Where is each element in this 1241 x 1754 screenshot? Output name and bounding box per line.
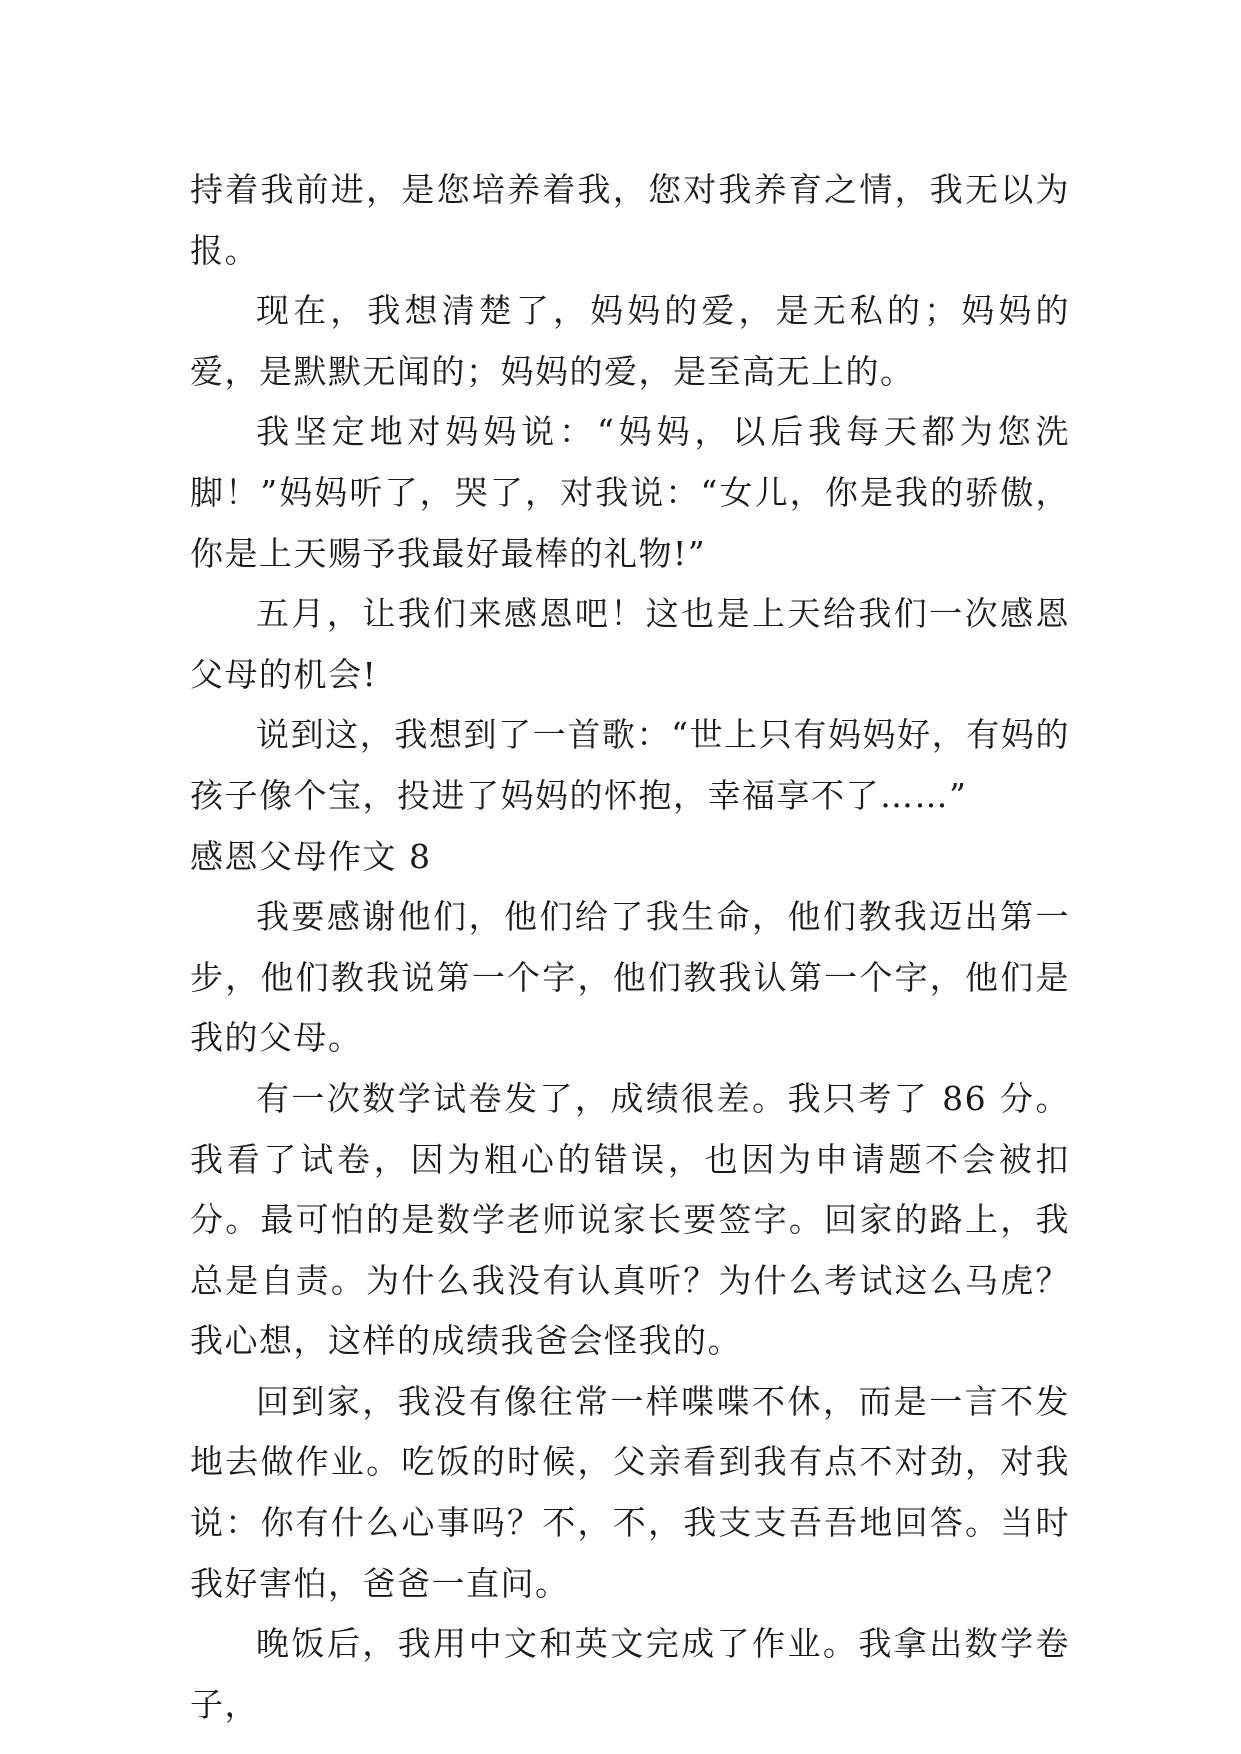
paragraph: 我要感谢他们，他们给了我生命，他们教我迈出第一步，他们教我说第一个字，他们教我认第一个字，他们是我的父母。 (190, 897, 1070, 1058)
paragraph: 有一次数学试卷发了，成绩很差。我只考了 86 分。我看了试卷，因为粗心的错误，也因为申请题不会被扣分。最可怕的是数学老师说家长要签字。回家的路上，我总是自责。为什么我没有认真听？为什么考试这么马虎？我心想，这样的成绩我爸会怪我的。 (190, 1078, 1070, 1361)
paragraph: 我坚定地对妈妈说：“妈妈，以后我每天都为您洗脚！”妈妈听了，哭了，对我说：“女儿，你是我的骄傲，你是上天赐予我最好最棒的礼物!” (190, 412, 1070, 573)
paragraph: 五月，让我们来感恩吧！这也是上天给我们一次感恩父母的机会! (190, 594, 1070, 694)
paragraph-continuation: 持着我前进，是您培养着我，您对我养育之情，我无以为报。 (190, 170, 1070, 270)
paragraph: 回到家，我没有像往常一样喋喋不休，而是一言不发地去做作业。吃饭的时候，父亲看到我有点不对劲，对我说：你有什么心事吗？不，不，我支支吾吾地回答。当时我好害怕，爸爸一直问。 (190, 1381, 1070, 1603)
section-title: 感恩父母作文 8 (190, 836, 432, 876)
paragraph: 说到这，我想到了一首歌：“世上只有妈妈好，有妈的孩子像个宝，投进了妈妈的怀抱，幸福享不了……” (190, 715, 1070, 815)
document-body (190, 160, 1070, 1735)
paragraph: 现在，我想清楚了，妈妈的爱，是无私的；妈妈的爱，是默默无闻的；妈妈的爱，是至高无上的。 (190, 291, 1070, 391)
paragraph: 晚饭后，我用中文和英文完成了作业。我拿出数学卷子， (190, 1624, 1070, 1724)
